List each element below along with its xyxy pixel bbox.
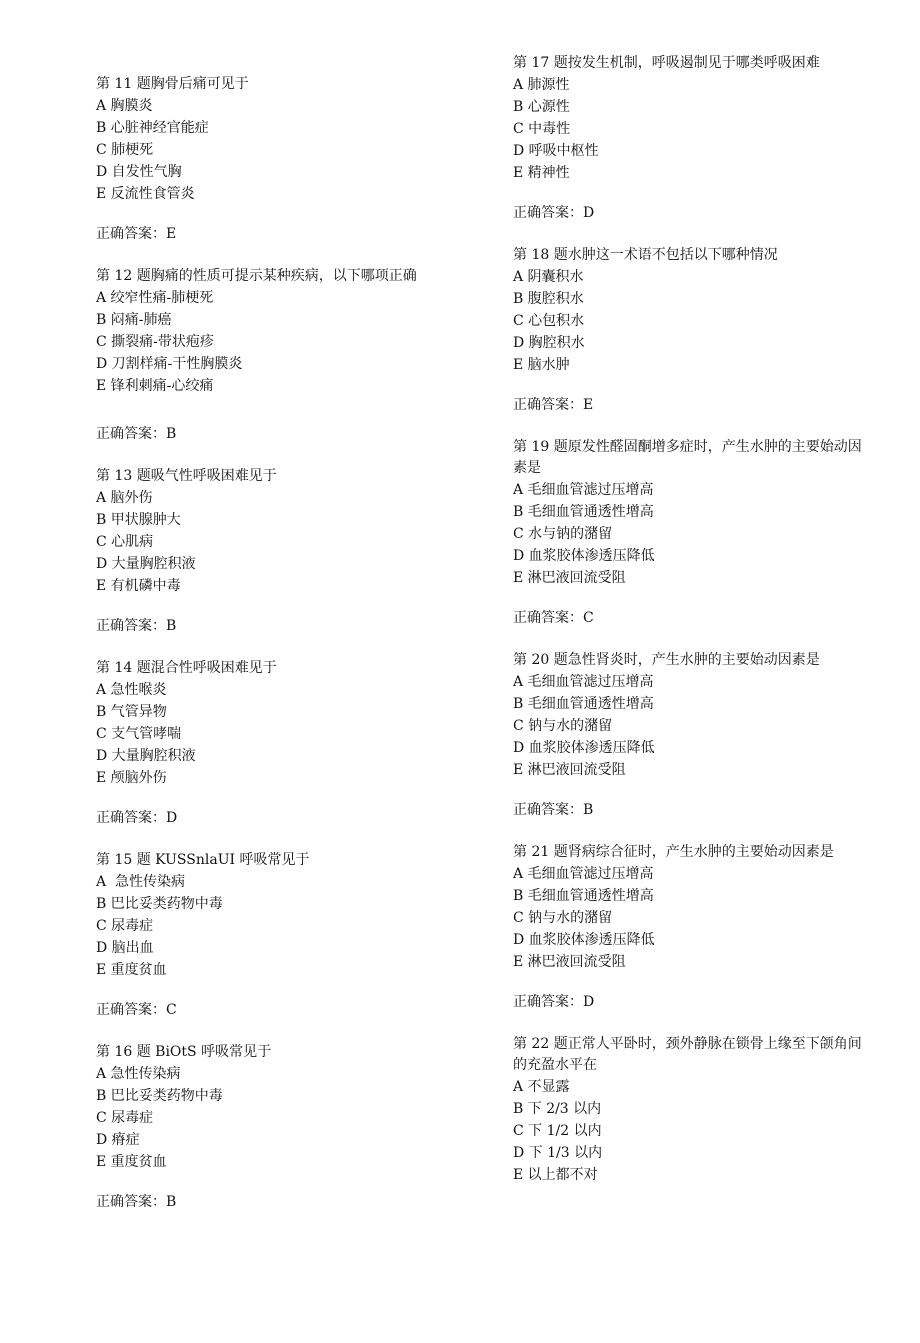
option-a: A 急性传染病 xyxy=(96,1066,181,1082)
option-d: D 脑出血 xyxy=(96,940,154,956)
question-12 xyxy=(96,266,456,445)
option-c: C 钠与水的潴留 xyxy=(513,718,613,734)
option-e: E 淋巴液回流受阻 xyxy=(513,762,626,778)
correct-answer: 正确答案：D xyxy=(96,810,178,826)
right-column xyxy=(513,53,873,1186)
correct-answer: 正确答案：C xyxy=(513,610,594,626)
option-e: E 淋巴液回流受阻 xyxy=(513,570,626,586)
option-c: C 水与钠的潴留 xyxy=(513,526,613,542)
option-a: A 急性喉炎 xyxy=(96,682,167,698)
option-e: E 反流性食管炎 xyxy=(96,186,195,202)
option-e: E 淋巴液回流受阻 xyxy=(513,954,626,970)
correct-answer: 正确答案：D xyxy=(513,205,595,221)
question-stem: 第 16 题 BiOtS 呼吸常见于 xyxy=(96,1044,272,1060)
option-c: C 肺梗死 xyxy=(96,142,154,158)
question-19 xyxy=(513,437,873,629)
correct-answer: 正确答案：B xyxy=(96,618,177,634)
option-b: B 毛细血管通透性增高 xyxy=(513,888,654,904)
option-a: A 毛细血管滤过压增高 xyxy=(513,674,654,690)
question-21 xyxy=(513,842,873,1013)
question-stem: 第 21 题肾病综合征时，产生水肿的主要始动因素是 xyxy=(513,844,834,860)
question-14 xyxy=(96,658,456,829)
option-d: D 下 1/3 以内 xyxy=(513,1145,603,1161)
option-c: C 撕裂痛-带状疱疹 xyxy=(96,334,214,350)
question-20 xyxy=(513,650,873,821)
option-e: E 精神性 xyxy=(513,165,570,181)
option-e: E 重度贫血 xyxy=(96,1154,167,1170)
question-18 xyxy=(513,245,873,416)
question-stem: 第 12 题胸痛的性质可提示某种疾病，以下哪项正确 xyxy=(96,268,417,284)
option-b: B 心脏神经官能症 xyxy=(96,120,209,136)
option-b: B 闷痛-肺癌 xyxy=(96,312,172,328)
question-22 xyxy=(513,1034,873,1186)
option-a: A 急性传染病 xyxy=(96,874,186,890)
correct-answer: 正确答案：E xyxy=(513,397,594,413)
option-e: E 有机磷中毒 xyxy=(96,578,181,594)
question-15 xyxy=(96,850,456,1021)
option-c: C 钠与水的潴留 xyxy=(513,910,613,926)
option-d: D 刀割样痛-干性胸膜炎 xyxy=(96,356,243,372)
option-b: B 心源性 xyxy=(513,99,570,115)
option-c: C 心肌病 xyxy=(96,534,154,550)
question-11 xyxy=(96,74,456,245)
option-a: A 绞窄性痛-肺梗死 xyxy=(96,290,214,306)
option-e: E 重度贫血 xyxy=(96,962,167,978)
correct-answer: 正确答案：C xyxy=(96,1002,177,1018)
question-stem: 第 15 题 KUSSnlaUI 呼吸常见于 xyxy=(96,852,310,868)
option-a: A 胸膜炎 xyxy=(96,98,153,114)
option-b: B 毛细血管通透性增高 xyxy=(513,696,654,712)
option-d: D 呼吸中枢性 xyxy=(513,143,599,159)
option-a: A 毛细血管滤过压增高 xyxy=(513,866,654,882)
option-e: E 以上都不对 xyxy=(513,1167,598,1183)
option-b: B 腹腔积水 xyxy=(513,291,584,307)
correct-answer: 正确答案：D xyxy=(513,994,595,1010)
option-c: C 尿毒症 xyxy=(96,918,154,934)
option-e: E 锋利刺痛-心绞痛 xyxy=(96,378,214,394)
option-c: C 心包积水 xyxy=(513,313,585,329)
option-d: D 自发性气胸 xyxy=(96,164,182,180)
option-a: A 不显露 xyxy=(513,1079,570,1095)
question-13 xyxy=(96,466,456,637)
correct-answer: 正确答案：B xyxy=(96,1194,177,1210)
correct-answer: 正确答案：B xyxy=(96,426,177,442)
correct-answer: 正确答案：E xyxy=(96,226,177,242)
question-stem: 第 20 题急性肾炎时，产生水肿的主要始动因素是 xyxy=(513,652,820,668)
option-e: E 脑水肿 xyxy=(513,357,570,373)
question-stem: 第 17 题按发生机制，呼吸遏制见于哪类呼吸困难 xyxy=(513,55,820,71)
option-b: B 甲状腺肿大 xyxy=(96,512,181,528)
option-d: D 胸腔积水 xyxy=(513,335,585,351)
option-a: A 脑外伤 xyxy=(96,490,153,506)
option-b: B 下 2/3 以内 xyxy=(513,1101,602,1117)
question-stem: 第 18 题水肿这一术语不包括以下哪种情况 xyxy=(513,247,778,263)
question-stem: 第 11 题胸骨后痛可见于 xyxy=(96,76,249,92)
option-b: B 毛细血管通透性增高 xyxy=(513,504,654,520)
correct-answer: 正确答案：B xyxy=(513,802,594,818)
option-b: B 巴比妥类药物中毒 xyxy=(96,1088,223,1104)
question-stem: 第 14 题混合性呼吸困难见于 xyxy=(96,660,277,676)
option-d: D 大量胸腔积液 xyxy=(96,748,196,764)
option-d: D 大量胸腔积液 xyxy=(96,556,196,572)
option-d: D 血浆胶体渗透压降低 xyxy=(513,740,655,756)
option-a: A 肺源性 xyxy=(513,77,570,93)
option-c: C 下 1/2 以内 xyxy=(513,1123,602,1139)
question-stem: 第 22 题正常人平卧时，颈外静脉在锁骨上缘至下颌角间的充盈水平在 xyxy=(513,1036,862,1073)
option-b: B 巴比妥类药物中毒 xyxy=(96,896,223,912)
option-d: D 血浆胶体渗透压降低 xyxy=(513,548,655,564)
question-stem: 第 19 题原发性醛固酮增多症时，产生水肿的主要始动因素是 xyxy=(513,439,862,476)
option-a: A 毛细血管滤过压增高 xyxy=(513,482,654,498)
option-a: A 阴囊积水 xyxy=(513,269,584,285)
option-c: C 中毒性 xyxy=(513,121,571,137)
left-column xyxy=(96,74,456,1234)
question-17 xyxy=(513,53,873,224)
option-d: D 血浆胶体渗透压降低 xyxy=(513,932,655,948)
option-c: C 支气管哮喘 xyxy=(96,726,182,742)
option-d: D 瘠症 xyxy=(96,1132,140,1148)
question-16 xyxy=(96,1042,456,1213)
option-b: B 气管异物 xyxy=(96,704,167,720)
question-stem: 第 13 题吸气性呼吸困难见于 xyxy=(96,468,277,484)
option-c: C 尿毒症 xyxy=(96,1110,154,1126)
option-e: E 颅脑外伤 xyxy=(96,770,167,786)
